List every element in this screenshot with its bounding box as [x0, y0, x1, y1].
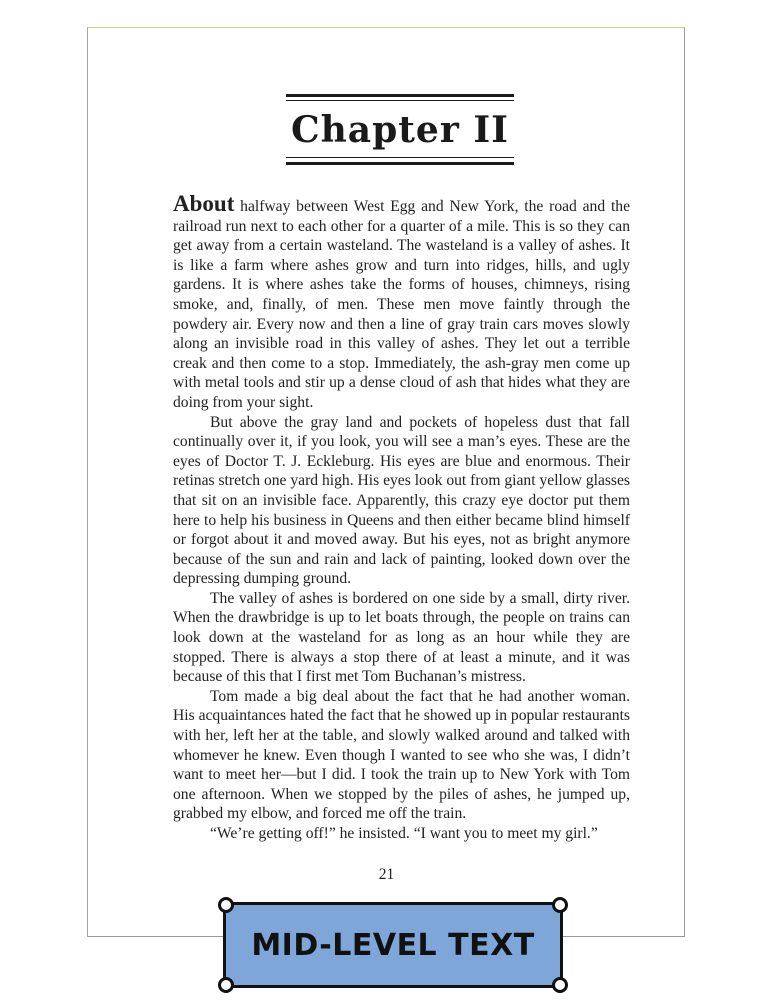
reading-level-label: MID-LEVEL TEXT [251, 927, 535, 963]
paragraph-1 [173, 191, 630, 413]
badge-corner-notch [218, 977, 234, 993]
reading-level-badge [223, 902, 563, 988]
paragraph-5: “We’re getting off!” he insisted. “I want you to meet my girl.” [210, 825, 598, 842]
badge-corner-notch [552, 977, 568, 993]
chapter-header [286, 94, 514, 166]
paragraph-4: Tom made a big deal about the fact that he had another woman. His acquaintances hated the fact that he showed up in popular restaurants with her, left her at the table, and slowly walked around and talked with whomever he knew. Even though I wanted to see who she was, I didn’t want to meet her—but I did. I took the train up to New York with Tom one afternoon. When we stopped by the piles of ashes, he jumped up, grabbed my elbow, and forced me off the train. [173, 687, 630, 823]
badge-corner-notch [218, 897, 234, 913]
paragraph-3: The valley of ashes is bordered on one side by a small, dirty river. When the drawbridge is up to let boats through, the people on trains can look down at the wasteland for as long as an hour while they are stopped. There is always a stop there of at least a minute, and it was because of this that I first met Tom Buchanan’s mistress. [173, 589, 630, 686]
badge-corner-notch [552, 897, 568, 913]
lead-word: About [173, 191, 235, 216]
bottom-thick-rule [286, 162, 514, 165]
top-thin-rule [286, 100, 514, 101]
paragraph-2: But above the gray land and pockets of hopeless dust that fall continually over it, if you look, you will see a man’s eyes. These are the eyes of Doctor T. J. Eckleburg. His eyes are blue and enormous. Their retinas stretch one yard high. His eyes look out from giant yellow glasses that sit on an invisible face. Apparently, this crazy eye doctor put them here to help his business in Queens and then either became blind himself or forgot about it and moved away. But his eyes, not as bright anymore because of the sun and rain and lack of painting, looked down over the depressing dumping ground. [173, 413, 630, 588]
top-thick-rule [286, 94, 514, 97]
chapter-body [173, 191, 630, 844]
page-number: 21 [378, 866, 395, 883]
paragraph-text: halfway between West Egg and New York, the road and the railroad run next to each other for a quarter of a mile. This is so they can get away from a certain wasteland. The wasteland is a valley of ashes. It is like a farm where ashes grow and turn into ridges, hills, and ugly gardens. It is where ashes take the forms of houses, chimneys, rising smoke, and, finally, of men. These men move faintly through the powdery air. Every now and then a line of gray train cars moves slowly along an invisible road in this valley of ashes. They let out a terrible creak and then come to a stop. Immediately, the ash-gray men come up with metal tools and stir up a dense cloud of ash that hides what they are doing from your sight. [173, 198, 630, 411]
bottom-thin-rule [286, 157, 514, 158]
chapter-title: Chapter II [290, 109, 510, 151]
